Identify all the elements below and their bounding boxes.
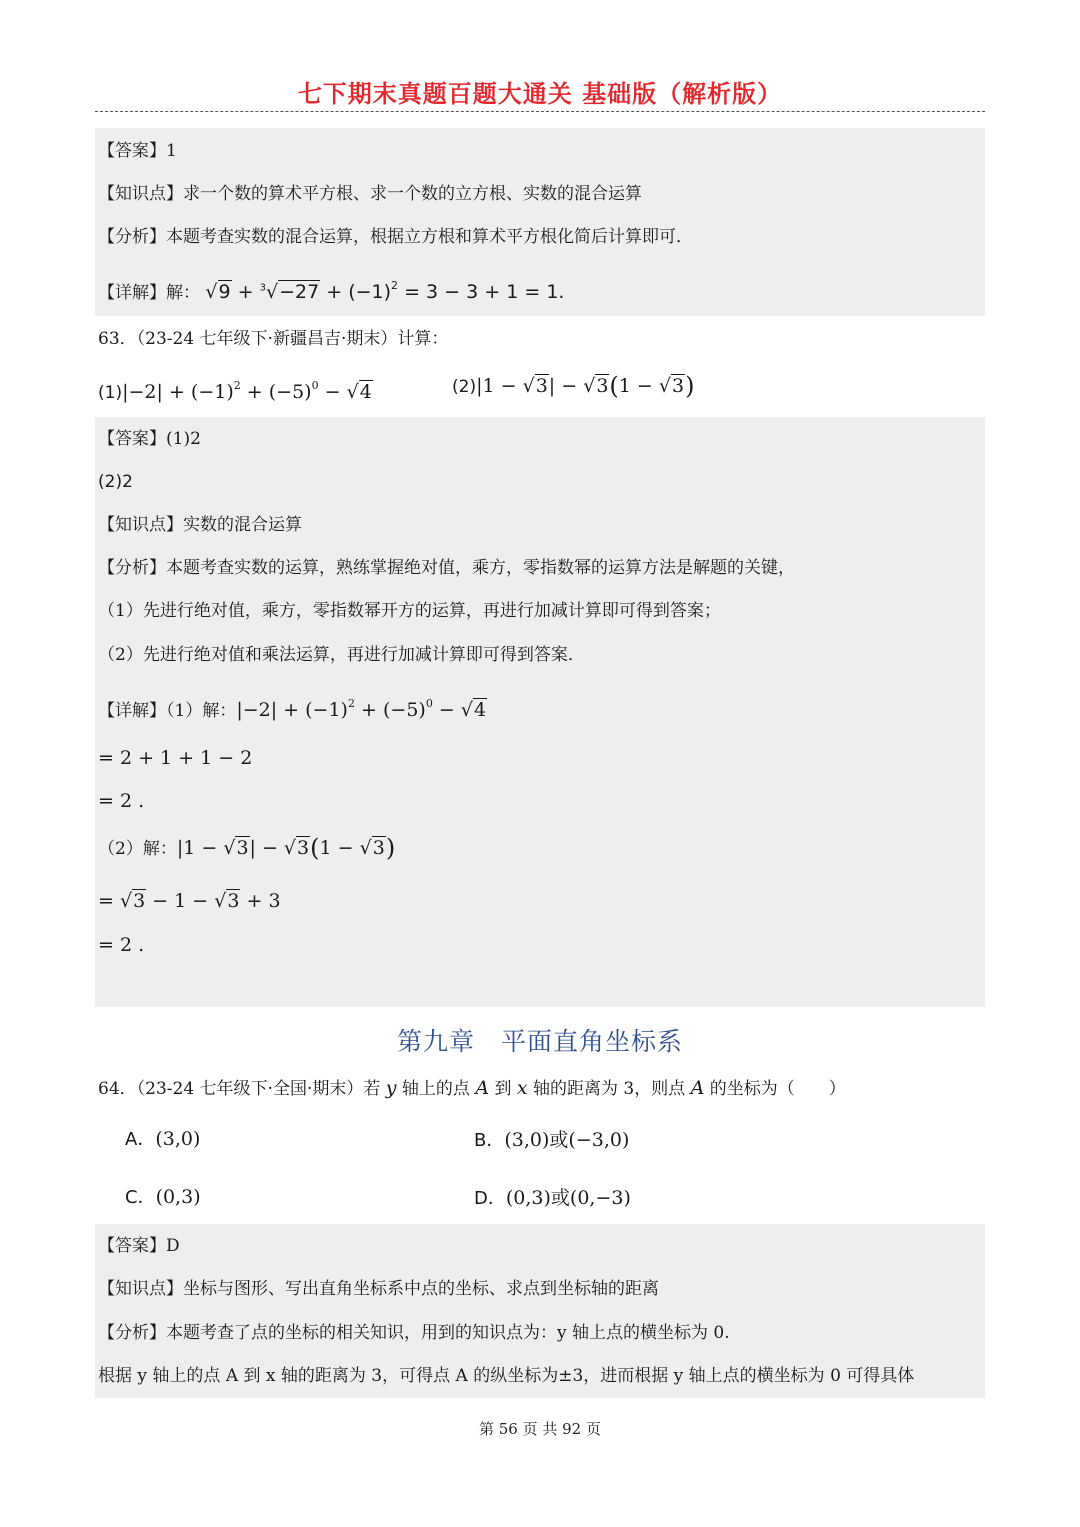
question-63-part1 [98, 374, 373, 405]
option-d: D．(0,3)或(0,−3) [474, 1187, 631, 1209]
part2-expression: |1 − √3| − √3(1 − √3) [476, 372, 695, 400]
detail-formula: $√9 + ^3√-27 + (-1)^2 = 3 - 3 + 1 = 1$. [205, 279, 565, 303]
detail-line-1 [98, 692, 487, 723]
question-63-stem: 63．（23-24 七年级下·新疆昌吉·期末）计算： [98, 329, 449, 349]
calc-line-4: = 2 . [98, 934, 145, 956]
option-b: B．(3,0)或(−3,0) [474, 1129, 630, 1151]
detail-expression-1: $|-2| + (-1)^2 + (-5)^0 - √4$ [236, 697, 487, 721]
question-63-part2 [452, 374, 694, 399]
part2-label: (2) [452, 377, 477, 397]
analysis-line: 【分析】本题考查了点的坐标的相关知识，用到的知识点为：y 轴上点的横坐标为 0. [98, 1323, 730, 1343]
stem-part-b: 轴上的点 [401, 1079, 470, 1099]
analysis-step-2: （2）先进行绝对值和乘法运算，再进行加减计算即可得到答案． [98, 645, 585, 665]
answer-line-2: (2)2 [98, 472, 133, 492]
detail-prefix: 【详解】解： [98, 283, 200, 303]
detail-prefix-2: （2）解： [98, 839, 177, 859]
knowledge-line: 【知识点】求一个数的算术平方根、求一个数的立方根、实数的混合运算 [98, 184, 642, 204]
part1-expression: $|-2| + (-1)^2 + (-5)^0 - √4$ [122, 379, 372, 403]
detail-line-2 [98, 836, 395, 861]
option-a: A．(3,0) [125, 1128, 201, 1150]
calc-line-1: = 2 + 1 + 1 − 2 [98, 747, 253, 769]
detail-line [98, 274, 564, 305]
detail-prefix: 【详解】（1）解： [98, 701, 237, 721]
page-header-title: 七下期末真题百题大通关 基础版（解析版） [297, 80, 783, 108]
analysis-continuation: 根据 y 轴上的点 A 到 x 轴的距离为 3，可得点 A 的纵坐标为±3，进而根据 y 轴上点的横坐标为 0 可得具体 [98, 1366, 915, 1386]
analysis-line: 【分析】本题考查实数的混合运算，根据立方根和算术平方根化简后计算即可． [98, 227, 693, 247]
option-c: C．(0,3) [125, 1186, 201, 1208]
calc-line-3: = √3 − 1 − √3 + 3 [98, 890, 281, 912]
chapter-heading: 第九章 平面直角坐标系 [396, 1027, 683, 1056]
knowledge-line: 【知识点】坐标与图形、写出直角坐标系中点的坐标、求点到坐标轴的距离 [98, 1279, 659, 1299]
answer-line: 【答案】D [98, 1236, 180, 1256]
detail-expression-2: |1 − √3| − √3(1 − √3) [176, 834, 396, 862]
knowledge-line: 【知识点】实数的混合运算 [98, 515, 302, 535]
part1-label: (1) [98, 383, 123, 403]
answer-line: 【答案】1 [98, 141, 177, 161]
analysis-step-1: （1）先进行绝对值，乘方，零指数幂开方的运算，再进行加减计算即可得到答案； [98, 601, 721, 621]
stem-part-a: 64．（23-24 七年级下·全国·期末）若 [98, 1079, 381, 1099]
stem-part-e: 的坐标为（ ） [709, 1079, 846, 1099]
stem-part-c: 到 [494, 1079, 512, 1099]
question-64-stem: 64．（23-24 七年级下·全国·期末）若 y 轴上的点 A 到 x 轴的距离为 3，则点 A 的坐标为（ ） [98, 1077, 846, 1099]
stem-part-d: 轴的距离为 3，则点 [532, 1079, 686, 1099]
answer-line: 【答案】(1)2 [98, 429, 201, 449]
header-divider [95, 111, 985, 112]
analysis-line: 【分析】本题考查实数的运算，熟练掌握绝对值，乘方，零指数幂的运算方法是解题的关键， [98, 558, 795, 578]
page-footer: 第 56 页 共 92 页 [478, 1420, 601, 1438]
calc-line-2: = 2 . [98, 790, 145, 812]
detail-result: = 3 − 3 + 1 = 1. [404, 281, 565, 303]
